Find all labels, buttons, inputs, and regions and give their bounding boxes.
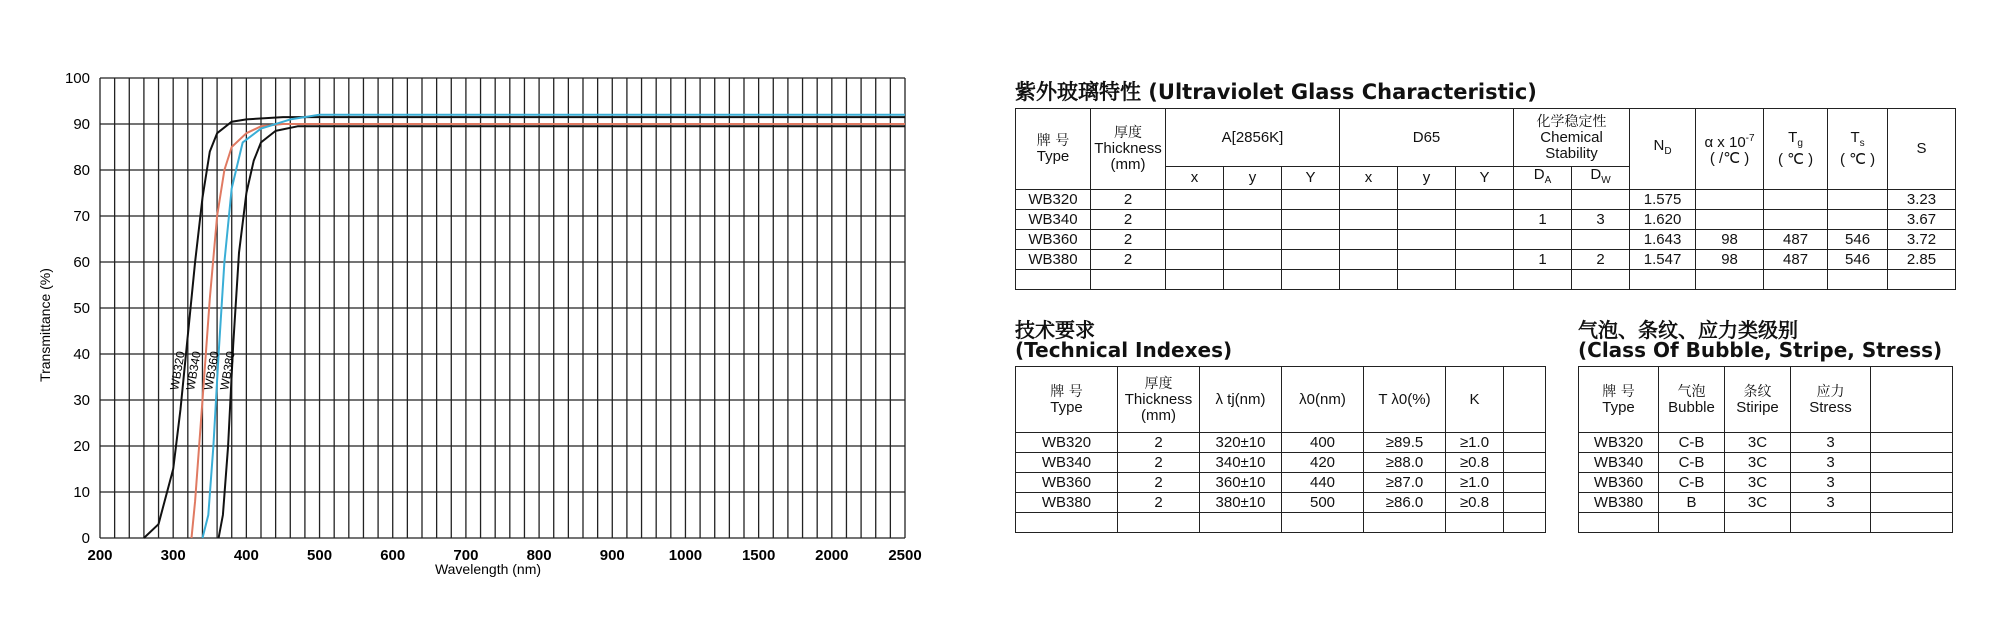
x-tick-label: 2000 bbox=[815, 547, 849, 564]
uv-header-alpha: α x $10^{-7}$ ( /℃ ) bbox=[1696, 109, 1764, 190]
uv-header-ts: $T_s$ ( ℃ ) bbox=[1828, 109, 1888, 190]
bubble-table-title-en: (Class Of Bubble, Stripe, Stress) bbox=[1578, 338, 1943, 362]
uv-header-da: $D_A$ bbox=[1514, 167, 1572, 190]
x-tick-label: 600 bbox=[380, 547, 406, 564]
uv-header-a-y: y bbox=[1224, 167, 1282, 190]
uv-header-a-Y: Y bbox=[1282, 167, 1340, 190]
uv-header-tg: $T_g$ ( ℃ ) bbox=[1764, 109, 1828, 190]
table-row: WB340 2 340±10 420 ≥88.0 ≥0.8 bbox=[1016, 453, 1546, 473]
y-tick-label: 50 bbox=[73, 300, 90, 317]
table-row: WB360 C-B 3C 3 bbox=[1579, 473, 1953, 493]
x-tick-label: 1500 bbox=[741, 547, 776, 564]
uv-header-d65-x: x bbox=[1340, 167, 1398, 190]
table-row: WB320 C-B 3C 3 bbox=[1579, 433, 1953, 453]
uv-table-title: 紫外玻璃特性 (Ultraviolet Glass Characteristic) bbox=[1015, 80, 1537, 104]
bubble-stripe-stress-table bbox=[1578, 366, 1953, 533]
uv-header-a2856k: A[2856K] bbox=[1166, 109, 1340, 167]
technical-indexes-table bbox=[1015, 366, 1546, 533]
x-tick-label: 700 bbox=[453, 547, 479, 564]
x-tick-label: 900 bbox=[599, 547, 625, 564]
table-row: WB380 B 3C 3 bbox=[1579, 493, 1953, 513]
tech-header-ltj: λ tj(nm) bbox=[1200, 367, 1282, 433]
uv-header-d65: D65 bbox=[1340, 109, 1514, 167]
x-tick-label: 200 bbox=[87, 547, 113, 564]
y-axis-label: Transmittance (%) bbox=[37, 268, 53, 382]
y-tick-label: 90 bbox=[73, 116, 90, 133]
y-tick-label: 80 bbox=[73, 162, 90, 179]
table-row: WB380 2 1 2 1.547 98 487 546 2.85 bbox=[1016, 250, 1956, 270]
table-row: WB320 2 320±10 400 ≥89.5 ≥1.0 bbox=[1016, 433, 1546, 453]
tech-header-type: 牌 号 Type bbox=[1016, 367, 1118, 433]
table-row: WB360 2 1.643 98 487 546 3.72 bbox=[1016, 230, 1956, 250]
uv-header-d65-Y: Y bbox=[1456, 167, 1514, 190]
x-tick-label: 1000 bbox=[668, 547, 703, 564]
x-tick-label: 800 bbox=[526, 547, 552, 564]
y-tick-label: 60 bbox=[73, 254, 90, 271]
y-tick-label: 30 bbox=[73, 392, 90, 409]
y-tick-label: 100 bbox=[64, 70, 90, 87]
table-row-empty bbox=[1016, 270, 1956, 290]
x-tick-label: 400 bbox=[233, 547, 259, 564]
y-tick-labels bbox=[65, 70, 90, 547]
bubble-header-bubble: 气泡 Bubble bbox=[1659, 367, 1725, 433]
series-label-wb340: WB340 bbox=[183, 350, 204, 392]
series-label-wb380: WB380 bbox=[217, 350, 238, 392]
table-row: WB380 2 380±10 500 ≥86.0 ≥0.8 bbox=[1016, 493, 1546, 513]
uv-header-nd: $N_D$ bbox=[1630, 109, 1696, 190]
tech-header-thickness: 厚度 Thickness (mm) bbox=[1118, 367, 1200, 433]
bubble-header-stripe: 条纹 Stiripe bbox=[1725, 367, 1791, 433]
x-tick-label: 500 bbox=[307, 547, 333, 564]
tech-table-title-en: (Technical Indexes) bbox=[1015, 338, 1233, 362]
y-tick-label: 10 bbox=[73, 484, 90, 501]
bubble-header-stress: 应力 Stress bbox=[1791, 367, 1871, 433]
y-tick-label: 0 bbox=[81, 530, 90, 547]
x-tick-label: 300 bbox=[160, 547, 186, 564]
y-tick-label: 70 bbox=[73, 208, 90, 225]
uv-header-thickness: 厚度 Thickness (mm) bbox=[1091, 109, 1166, 190]
uv-header-dw: $D_W$ bbox=[1572, 167, 1630, 190]
uv-header-s: S bbox=[1888, 109, 1956, 190]
tech-header-tl0: T λ0(%) bbox=[1364, 367, 1446, 433]
series-label-wb320: WB320 bbox=[167, 350, 188, 392]
uv-header-chemical-stability: 化学稳定性 Chemical Stability bbox=[1514, 109, 1630, 167]
y-tick-label: 20 bbox=[73, 438, 90, 455]
uv-header-d65-y: y bbox=[1398, 167, 1456, 190]
uv-header-type: 牌 号 Type bbox=[1016, 109, 1091, 190]
table-row: WB320 2 1.575 3.23 bbox=[1016, 190, 1956, 210]
series-line-wb340 bbox=[192, 124, 906, 538]
y-tick-label: 40 bbox=[73, 346, 90, 363]
tech-header-l0: λ0(nm) bbox=[1282, 367, 1364, 433]
series-label-wb360: WB360 bbox=[201, 350, 222, 392]
uv-header-a-x: x bbox=[1166, 167, 1224, 190]
tech-header-k: K bbox=[1446, 367, 1504, 433]
table-row: WB340 C-B 3C 3 bbox=[1579, 453, 1953, 473]
x-tick-label: 2500 bbox=[888, 547, 922, 564]
tech-table-title-zh: 技术要求 bbox=[1015, 318, 1095, 342]
uv-characteristic-table bbox=[1015, 108, 1956, 290]
transmittance-chart bbox=[0, 0, 940, 600]
x-axis-label: Wavelength (nm) bbox=[434, 561, 542, 577]
bubble-header-type: 牌 号 Type bbox=[1579, 367, 1659, 433]
table-row-empty bbox=[1579, 513, 1953, 533]
table-row: WB340 2 1 3 1.620 3.67 bbox=[1016, 210, 1956, 230]
table-row: WB360 2 360±10 440 ≥87.0 ≥1.0 bbox=[1016, 473, 1546, 493]
bubble-table-title-zh: 气泡、条纹、应力类级别 bbox=[1578, 318, 1798, 342]
table-row-empty bbox=[1016, 513, 1546, 533]
